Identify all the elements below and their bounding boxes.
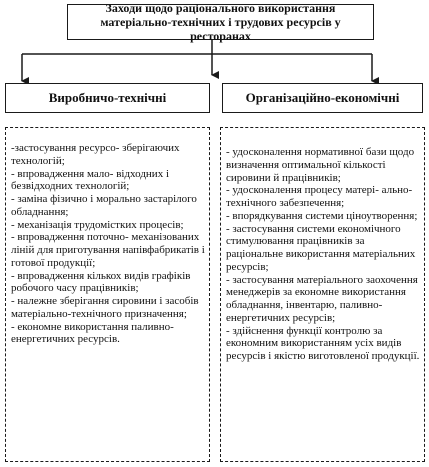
title-line-1: Заходи щодо раціонального використання [105, 1, 336, 15]
right-measure-item: - здійснення функції контролю за економним використанням усіх видів ресурсів і якістю виготовленої продукції. [226, 324, 420, 362]
left-measure-item: - механізація трудомістких процесів; [11, 218, 184, 231]
right-header-box [222, 83, 423, 113]
left-measure-item: - впровадження поточно- механізованих ліній для приготування напівфабрикатів і готової продукції; [11, 231, 205, 269]
left-measure-item: -застосування ресурсо- зберігаючих технологій; [11, 142, 180, 167]
left-measures-box [5, 127, 210, 462]
right-measure-item: - удосконалення нормативної бази щодо визначення оптимальної кількості сировини й працівників; [226, 146, 415, 184]
title-line-2: матеріально-технічних і трудових ресурсів у ресторанах [100, 15, 341, 43]
right-measure-item: - застосування системи економічного стимулювання працівників за раціональне використання матеріальних ресурсів; [226, 222, 416, 273]
left-header-label: Виробничо-технічні [48, 90, 167, 105]
left-measures-list [6, 128, 209, 346]
right-measures-list [221, 128, 424, 363]
right-measure-item: - удосконалення процесу матері- ально-технічного забезпечення; [226, 184, 413, 209]
left-measure-item: - заміна фізично і морально застарілого обладнання; [11, 193, 197, 218]
right-measure-item: - застосування матеріального заохочення менеджерів за економне використання обладнання, інвентарю, паливно- енергетичних ресурсів; [226, 273, 418, 324]
right-header-label: Організаційно-економічні [245, 90, 400, 105]
right-measures-box [220, 127, 425, 462]
left-measure-item: - впровадження мало- відходних і безвідходних технологій; [11, 167, 169, 193]
right-measure-item: - впорядкування системи ціноутворення; [226, 209, 418, 222]
title-box [67, 1, 374, 43]
left-measure-item: - належне зберігання сировини і засобів матеріально-технічного призначення; [11, 295, 199, 320]
left-header-box [5, 83, 210, 113]
left-measure-item: - економне використання паливно- енергетичних ресурсів. [11, 320, 174, 346]
left-measure-item: - впровадження кількох видів графіків робочого часу працівників; [11, 269, 191, 295]
